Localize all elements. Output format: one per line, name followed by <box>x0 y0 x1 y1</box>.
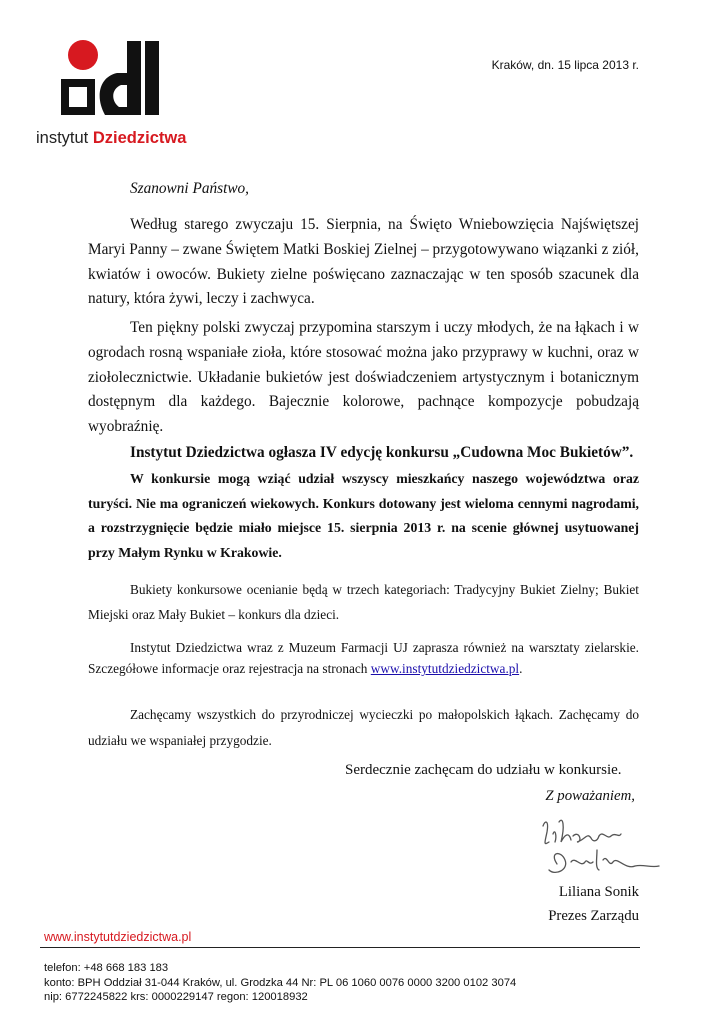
contest-announcement: Instytut Dziedzictwa ogłasza IV edycję konkursu „Cudowna Moc Bukietów”. <box>130 444 634 461</box>
paragraph-tradition: Według starego zwyczaju 15. Sierpnia, na Święto Wniebowzięcia Najświętszej Maryi Panny – zwane Świętem Matki Boskiej Zielnej – przygotowywano wiązanki z ziół, kwiatów i owoców. Bukiety zielne poświęcano zaznaczając w ten sposób szacunek dla natury, która żywi, leczy i zachwyca. <box>88 216 639 308</box>
paragraph-invitation: Zachęcamy wszystkich do przyrodniczej wycieczki po małopolskich łąkach. Zachęcamy do udziału we wspaniałej przygodzie. <box>88 707 639 748</box>
footer-divider <box>40 947 640 948</box>
logo-wordmark <box>36 129 186 148</box>
footer-contact-info <box>44 961 516 1005</box>
handwritten-signature-icon <box>535 812 665 884</box>
signature-name: Liliana Sonik <box>558 884 639 900</box>
paragraph-categories: Bukiety konkursowe ocenianie będą w trzech kategoriach: Tradycyjny Bukiet Zielny; Bukiet Miejski oraz Mały Bukiet – konkurs dla dzieci. <box>88 582 639 622</box>
signature-title: Prezes Zarządu <box>548 908 639 924</box>
footer-registration-ids: nip: 6772245822 krs: 0000229147 regon: 120018932 <box>44 991 308 1003</box>
greeting: Szanowni Państwo, <box>130 180 249 197</box>
workshops-end: . <box>519 661 523 676</box>
closing-line: Serdecznie zachęcam do udziału w konkursie. <box>345 762 622 778</box>
letter-date: Kraków, dn. 15 lipca 2013 r. <box>491 58 639 72</box>
footer-phone: telefon: +48 668 183 183 <box>44 962 169 974</box>
footer-website-link[interactable]: www.instytutdziedzictwa.pl <box>44 930 192 944</box>
logo-word-instytut: instytut <box>36 129 89 147</box>
paragraph-workshops <box>88 637 639 679</box>
institute-logo-icon <box>55 35 165 121</box>
website-link[interactable]: www.instytutdziedzictwa.pl <box>370 661 520 676</box>
paragraph-custom: Ten piękny polski zwyczaj przypomina starszym i uczy młodych, że na łąkach i w ogrodach rosną wspaniałe zioła, które stosować można jako przyprawy w kuchni, oraz w ziołolecznictwie. Układanie bukietów jest doświadczeniem artystycznym i botanicznym dostępnym dla każdego. Bajecznie kolorowe, pachnące kompozycje pobudzają wyobraźnię. <box>88 319 639 436</box>
paragraph-contest-details: W konkursie mogą wziąć udział wszyscy mieszkańcy naszego województwa oraz turyści. Nie ma ograniczeń wiekowych. Konkurs dotowany jest wieloma cennymi nagrodami, a rozstrzygnięcie będzie miało miejsce 15. sierpnia 2013 r. na scenie głównej usytuowanej przy Małym Rynku w Krakowie. <box>88 471 639 560</box>
logo-word-dziedzictwa: Dziedzictwa <box>92 129 187 147</box>
workshops-text: Instytut Dziedzictwa wraz z Muzeum Farmacji UJ zaprasza również na warsztaty zielarskie. Szczegółowe informacje oraz rejestracja na stronach <box>88 640 639 676</box>
footer-bank-account: konto: BPH Oddział 31-044 Kraków, ul. Grodzka 44 Nr: PL 06 1060 0076 0000 3200 0102 3074 <box>44 976 517 989</box>
regards: Z poważaniem, <box>545 788 635 804</box>
